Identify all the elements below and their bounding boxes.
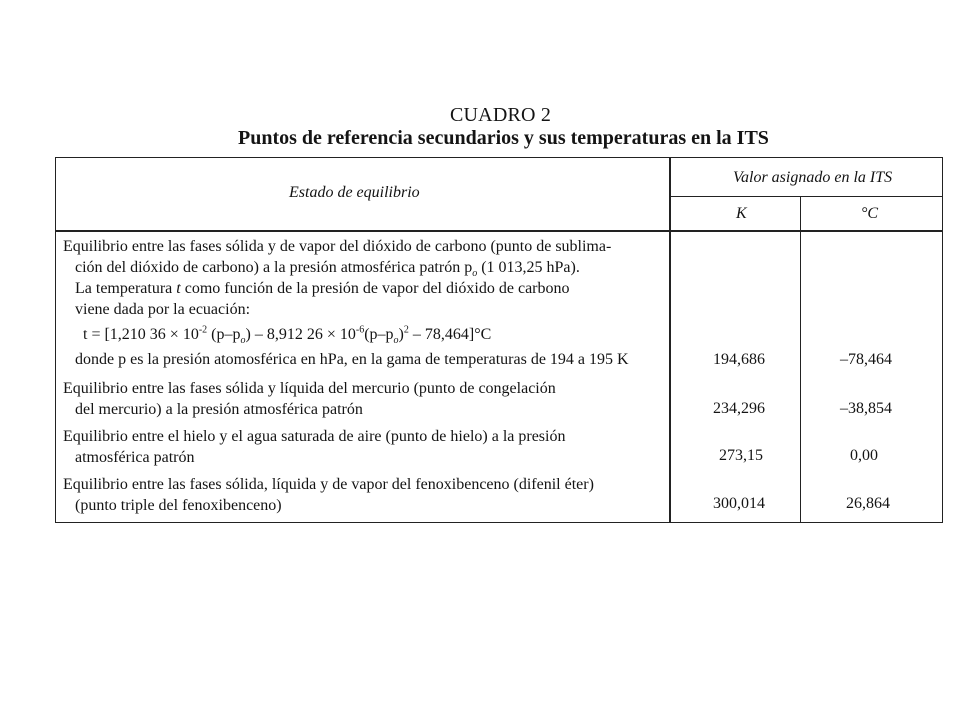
row-2-line-2: del mercurio) a la presión atmosférica patrón — [75, 401, 363, 418]
row-4-celsius: 26,864 — [846, 495, 890, 512]
header-celsius: °C — [861, 205, 879, 222]
subheader-divider — [669, 196, 943, 197]
row-3-celsius: 0,00 — [850, 447, 878, 464]
header-state: Estado de equilibrio — [289, 184, 420, 201]
row-1-line-3: La temperatura t como función de la presión de vapor del dióxido de carbono — [75, 280, 570, 297]
table-label: CUADRO 2 — [450, 104, 552, 126]
row-1-line-6: donde p es la presión atomosférica en hPa, en la gama de temperaturas de 194 a 195 K — [75, 351, 629, 368]
header-assigned: Valor asignado en la ITS — [733, 169, 893, 186]
row-3-kelvin: 273,15 — [719, 447, 763, 464]
row-2-kelvin: 234,296 — [713, 400, 765, 417]
row-3-line-1: Equilibrio entre el hielo y el agua saturada de aire (punto de hielo) a la presión — [63, 428, 566, 445]
column-divider-k — [800, 196, 801, 523]
row-3-line-2: atmosférica patrón — [75, 449, 195, 466]
row-1-line-1: Equilibrio entre las fases sólida y de vapor del dióxido de carbono (punto de sublima- — [63, 238, 612, 255]
row-2-celsius: –38,854 — [840, 400, 892, 417]
row-1-equation: t = [1,210 $36 \times 10^{-2}$ $(p-p_o) - 8,912$ $26 \times 10^{-6}(p-p_o)^2 - 78,464]^\circ C$ — [83, 324, 492, 347]
row-1-kelvin: 194,686 — [713, 351, 765, 368]
table-row-1-text — [63, 236, 629, 370]
table-row-2-text — [63, 378, 556, 420]
table-title: Puntos de referencia secundarios y sus temperaturas en la ITS — [238, 127, 769, 149]
table-row-4-text — [63, 474, 594, 516]
row-4-kelvin: 300,014 — [713, 495, 765, 512]
row-1-line-2: ción del dióxido de carbono) a la presión atmosférica patrón $p_o$ (1 013,25 hPa). — [75, 259, 580, 280]
row-1-line-4: viene dada por la ecuación: — [75, 301, 251, 318]
table-row-3-text — [63, 426, 565, 468]
header-kelvin: K — [736, 205, 747, 222]
row-4-line-1: Equilibrio entre las fases sólida, líquida y de vapor del fenoxibenceno (difenil éter) — [63, 476, 594, 493]
column-divider-state — [669, 157, 671, 523]
row-2-line-1: Equilibrio entre las fases sólida y líquida del mercurio (punto de congelación — [63, 380, 556, 397]
header-divider — [55, 230, 943, 232]
row-4-line-2: (punto triple del fenoxibenceno) — [75, 497, 282, 514]
row-1-celsius: –78,464 — [840, 351, 892, 368]
